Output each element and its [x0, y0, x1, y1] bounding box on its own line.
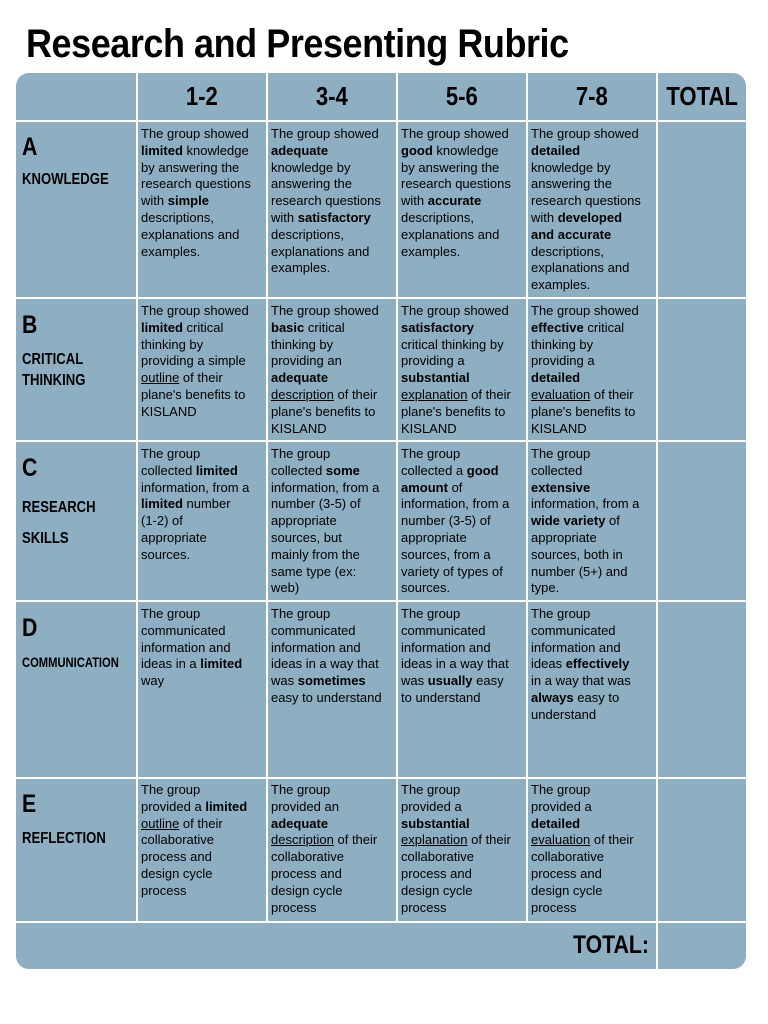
rubric-cell: The group collected a good amount of information, from a number (3-5) of appropriate sources, from a variety of types of sources.: [401, 446, 510, 596]
header-score-5-6: 5-6: [446, 81, 478, 111]
rubric-cell: The group showed good knowledge by answering the research questions with accurate descriptions, explanations and examples.: [401, 126, 511, 259]
rubric-cell: The group communicated information and ideas effectively in a way that was always easy to understand: [531, 606, 631, 722]
grid-line: [396, 73, 398, 923]
row-header-research-skills: [22, 454, 136, 554]
row-header-reflection: [22, 790, 136, 849]
row-letter: B: [22, 311, 38, 339]
grid-line: [16, 120, 746, 122]
grid-line: [16, 440, 746, 442]
rubric-cell: The group provided a detailed evaluation of their collaborative process and design cycle process: [531, 782, 634, 915]
row-letter: A: [22, 133, 38, 161]
row-header-knowledge: [22, 133, 136, 190]
row-header-communication: [22, 614, 136, 673]
rubric-cell: The group collected some information, from a number (3-5) of appropriate sources, but mainly from the same type (ex: web): [271, 446, 380, 596]
rubric-cell: The group provided a substantial explanation of their collaborative process and design cycle process: [401, 782, 511, 915]
rubric-cell: The group showed adequate knowledge by answering the research questions with satisfactory descriptions, explanations and examples.: [271, 126, 381, 276]
header-score-7-8: 7-8: [576, 81, 608, 111]
row-letter: C: [22, 454, 38, 482]
row-category: REFLECTION: [22, 830, 106, 847]
grid-line: [656, 73, 658, 969]
row-category: KNOWLEDGE: [22, 171, 109, 188]
grid-line: [16, 921, 746, 923]
grand-total-label: TOTAL:: [573, 931, 649, 959]
rubric-cell: The group collected extensive information, from a wide variety of appropriate sources, both in number (5+) and type.: [531, 446, 640, 596]
rubric-cell: The group showed basic critical thinking by providing an adequate description of their plane's benefits to KISLAND: [271, 303, 379, 436]
rubric-cell: The group communicated information and ideas in a way that was usually easy to understand: [401, 606, 509, 705]
rubric-cell: The group communicated information and ideas in a limited way: [141, 606, 243, 689]
grid-line: [526, 73, 528, 923]
rubric-cell: The group collected limited information, from a limited number (1-2) of appropriate sources.: [141, 446, 250, 562]
row-category: CRITICAL THINKING: [22, 351, 86, 389]
rubric-cell: The group showed effective critical thinking by providing a detailed evaluation of their plane's benefits to KISLAND: [531, 303, 639, 436]
rubric-cell: The group provided a limited outline of their collaborative process and design cycle process: [141, 782, 248, 898]
header-score-3-4: 3-4: [316, 81, 348, 111]
row-category: RESEARCH SKILLS: [22, 499, 96, 547]
header-score-1-2: 1-2: [186, 81, 218, 111]
rubric-cell: The group showed limited knowledge by answering the research questions with simple descriptions, explanations and examples.: [141, 126, 251, 259]
rubric-cell: The group showed limited critical thinking by providing a simple outline of their plane's benefits to KISLAND: [141, 303, 249, 419]
grid-line: [266, 73, 268, 923]
rubric-cell: The group communicated information and ideas in a way that was sometimes easy to understand: [271, 606, 382, 705]
rubric-cell: The group showed satisfactory critical thinking by providing a substantial explanation of their plane's benefits to KISLAND: [401, 303, 511, 436]
row-letter: D: [22, 614, 38, 642]
header-total: TOTAL: [666, 81, 738, 111]
grid-line: [16, 600, 746, 602]
page-title: Research and Presenting Rubric: [26, 22, 569, 66]
grid-line: [16, 777, 746, 779]
rubric-cell: The group showed detailed knowledge by answering the research questions with developed and accurate descriptions, explanations and examples.: [531, 126, 641, 293]
row-header-critical-thinking: [22, 311, 136, 391]
rubric-cell: The group provided an adequate description of their collaborative process and design cycle process: [271, 782, 378, 915]
row-letter: E: [22, 790, 37, 818]
grid-line: [16, 297, 746, 299]
row-category: COMMUNICATION: [22, 654, 119, 670]
rubric-table: [16, 73, 746, 969]
